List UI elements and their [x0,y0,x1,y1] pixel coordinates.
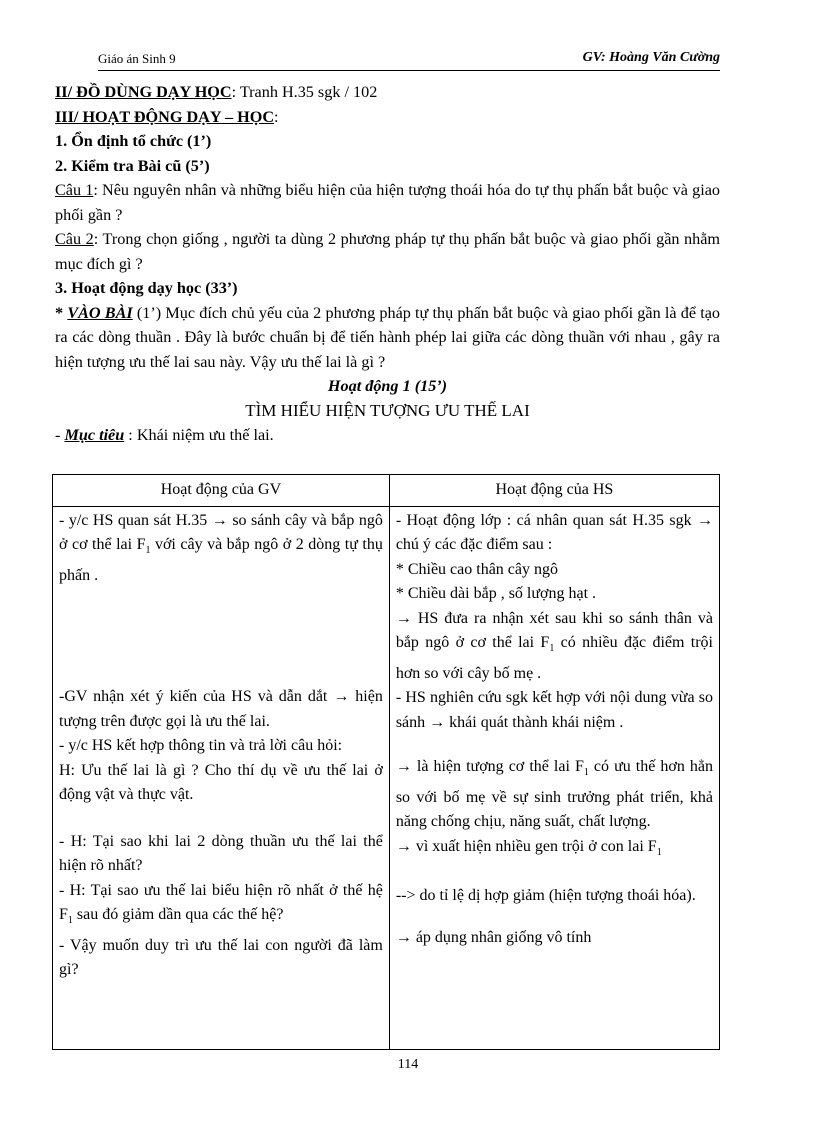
gv-item-5: - H: Tại sao khi lai 2 dòng thuần ưu thế lai thể hiện rõ nhất? [59,832,383,875]
step-3: 3. Hoạt động dạy học (33’) [55,279,238,297]
activity-goal [55,423,720,448]
teacher-activities-cell [53,506,390,1049]
spacer [396,866,713,884]
col-header-teacher: Hoạt động của GV [53,475,390,507]
header-teacher: GV: Hoàng Văn Cường [582,50,720,65]
goal-dash: - [55,426,65,444]
section-activities-text: : [274,107,279,126]
hs-item-8: --> do tỉ lệ dị hợp giảm (hiện tượng thoái hóa). [395,886,696,904]
table-row [53,506,720,1049]
question-2-text: : Trong chọn giống , người ta dùng 2 phương pháp tự thụ phấn bắt buộc và giao phối gần nhằm mục đích gì ? [55,230,720,273]
spacer [396,735,713,755]
intro-star: * [55,303,68,322]
activity-table [52,474,720,1050]
activity-title: Hoạt động 1 (15’) [327,377,448,395]
question-1-text: : Nêu nguyên nhân và những biểu hiện của hiện tượng thoái hóa do tự thụ phấn bắt buộc và giao phối gần ? [55,181,720,224]
hs-item-7: → vì xuất hiện nhiều gen trội ở con lai $F_1$ [395,837,662,859]
section-materials-text: : Tranh H.35 sgk / 102 [231,83,378,101]
question-2-label: Câu 2 [55,230,94,248]
intro-paragraph [55,301,720,375]
table-header-row [53,475,720,507]
section-materials [55,80,720,105]
hs-item-3: * Chiều dài bắp , số lượng hạt . [395,585,597,602]
goal-text: : Khái niệm ưu thế lai. [124,426,274,444]
page-header [98,50,720,71]
section-activities [55,105,720,130]
intro-label: VÀO BÀI [67,303,133,322]
gv-item-1: - y/c HS quan sát H.35 → so sánh cây và bắp ngô ở cơ thể lai $F_1$ với cây và bắp ngô ở 2 dòng tự thụ phấn . [59,511,383,584]
gv-item-3: - y/c HS kết hợp thông tin và trả lời câu hỏi: [59,737,343,755]
intro-text: Mục đích chủ yếu của 2 phương pháp tự thụ phấn bắt buộc và giao phối gần là để tạo ra các dòng thuần . Đây là bước chuẩn bị để tiến hành phép lai giữa các dòng thuần với nhau , gây ra hiện tượng ưu thế lai sau này. Vậy ưu thế lai là gì ? [55,303,721,371]
section-materials-label: II/ ĐỒ DÙNG DẠY HỌC [55,83,232,101]
spacer [59,808,383,830]
step-1: 1. Ổn định tổ chức (1’) [55,132,212,150]
question-1 [55,178,720,227]
student-activities-cell [389,506,719,1049]
intro-time: (1’) [132,303,162,322]
activity-subtitle: TÌM HIỂU HIỆN TƯỢNG ƯU THẾ LAI [245,400,530,420]
hs-item-9: → áp dụng nhân giống vô tính [395,929,592,947]
section-activities-label: III/ HOẠT ĐỘNG DẠY – HỌC [55,107,275,126]
hs-item-5: - HS nghiên cứu sgk kết hợp với nội dung vừa so sánh → khái quát thành khái niệm . [395,689,713,731]
question-2 [55,227,720,276]
col-header-student: Hoạt động của HS [389,475,719,507]
hs-item-2: * Chiều cao thân cây ngô [395,560,558,578]
gv-item-7: - Vậy muốn duy trì ưu thế lai con người đã làm gì? [59,936,383,979]
gv-item-4: H: Ưu thế lai là gì ? Cho thí dụ về ưu thế lai ở động vật và thực vật. [59,761,383,804]
hs-item-4: → HS đưa ra nhận xét sau khi so sánh thân và bắp ngô ở cơ thể lai $F_1$ có nhiều đặc điểm trội hơn so với cây bố mẹ . [395,609,714,682]
question-1-label: Câu 1 [55,181,94,199]
hs-item-1: - Hoạt động lớp : cá nhân quan sát H.35 sgk → chú ý các đặc điểm sau : [395,511,713,553]
spacer [59,588,383,685]
spacer [396,908,713,926]
goal-label: Mục tiêu [64,426,125,444]
step-2: 2. Kiểm tra Bài cũ (5’) [55,156,210,175]
hs-item-6: → là hiện tượng cơ thể lai $F_1$ có ưu thế hơn hẳn so với bố mẹ về sự sinh trưởng phát triển, khả năng chống chịu, năng suất, chất lượng. [395,758,713,831]
lesson-content [55,80,720,448]
gv-item-2: -GV nhận xét ý kiến của HS và dẫn dắt → hiện tượng trên được gọi là ưu thế lai. [59,688,383,730]
gv-item-6: - H: Tại sao ưu thế lai biểu hiện rõ nhất ở thế hệ $F_1$ sau đó giảm dần qua các thế hệ? [59,881,383,927]
header-subject: Giáo án Sinh 9 [98,51,176,66]
page-number: 114 [397,1057,419,1072]
